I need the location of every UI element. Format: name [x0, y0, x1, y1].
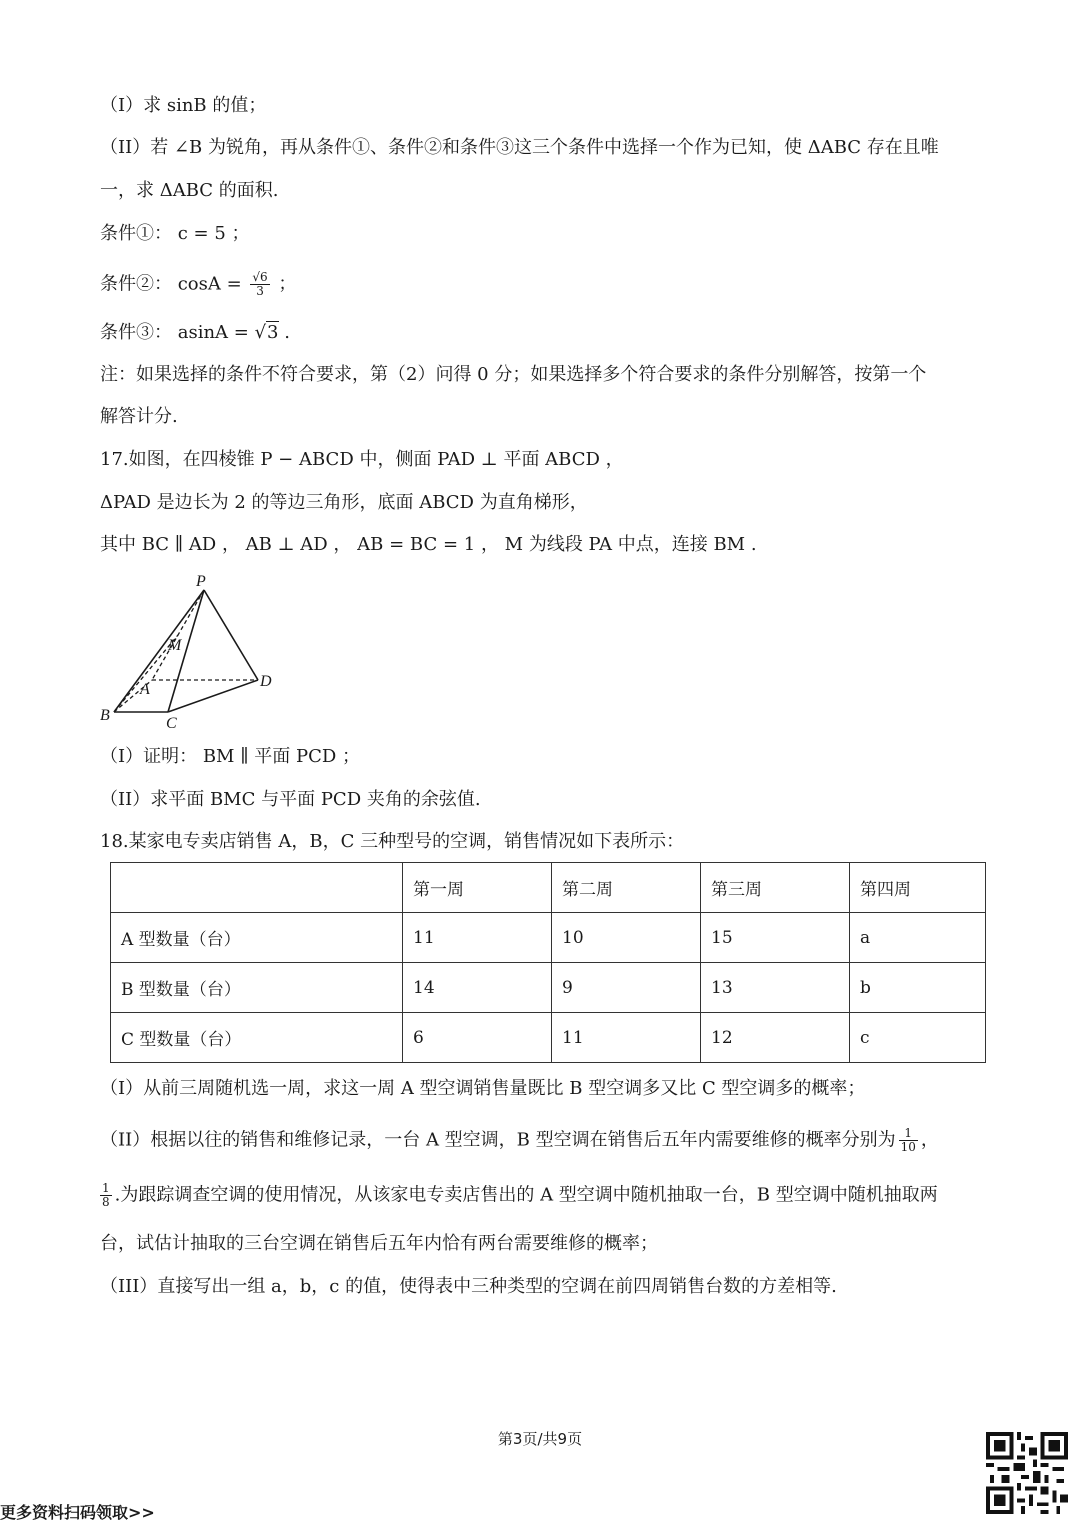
table-cell: 12 — [701, 1013, 850, 1063]
q18-part2-text: （II）根据以往的销售和维修记录，一台 A 型空调，B 型空调在销售后五年内需要维修的概率分别为 — [100, 1129, 896, 1151]
edge-pb — [114, 590, 204, 712]
table-cell: a — [850, 913, 986, 963]
label-b: B — [100, 707, 110, 724]
q17-line1: 17.如图，在四棱锥 P − ABCD 中，侧面 PAD ⊥ 平面 ABCD ， — [100, 449, 624, 470]
cond2-suffix: ； — [272, 273, 297, 295]
frac1-denominator: 10 — [900, 1140, 916, 1154]
table-cell: b — [850, 963, 986, 1013]
cond3-suffix: . — [278, 322, 290, 343]
qr-code-icon[interactable] — [986, 1432, 1068, 1514]
fraction-one-tenth — [899, 1127, 918, 1154]
frac2-numerator: 1 — [102, 1181, 110, 1195]
cond2-prefix: 条件②： cosA = — [100, 273, 248, 295]
edge-pd — [204, 590, 258, 680]
q18-part2-line1 — [100, 1127, 939, 1154]
table-header-cell: 第四周 — [850, 863, 986, 913]
q18-intro: 18.某家电专卖店销售 A，B，C 三种型号的空调，销售情况如下表所示： — [100, 831, 685, 852]
q18-part1: （I）从前三周随机选一周，求这一周 A 型空调销售量既比 B 型空调多又比 C 型空调多的概率； — [100, 1078, 866, 1099]
q16-part2-line1: （II）若 ∠B 为锐角，再从条件①、条件②和条件③这三个条件中选择一个作为已知，使 ΔABC 存在且唯 — [100, 137, 939, 158]
table-cell: 14 — [403, 963, 552, 1013]
q16-part2-line2: 一，求 ΔABC 的面积. — [100, 180, 279, 201]
more-resources-link[interactable]: 更多资料扫码领取>> — [0, 1503, 155, 1522]
table-cell: 11 — [552, 1013, 701, 1063]
table-row — [111, 1013, 986, 1063]
table-row — [111, 913, 986, 963]
table-header-cell: 第二周 — [552, 863, 701, 913]
q17-part1: （I）证明： BM ∥ 平面 PCD ； — [100, 746, 361, 767]
frac1-suffix: ， — [920, 1129, 939, 1151]
table-header-cell — [111, 863, 403, 913]
label-p: P — [196, 573, 206, 590]
sales-table — [110, 862, 986, 1063]
q16-note-line2: 解答计分. — [100, 406, 178, 427]
table-row — [111, 963, 986, 1013]
frac2-denominator: 8 — [102, 1195, 110, 1209]
q16-condition-2 — [100, 271, 296, 298]
table-cell: 10 — [552, 913, 701, 963]
q16-condition-3 — [100, 321, 290, 345]
label-c: C — [166, 715, 177, 730]
table-cell: C 型数量（台） — [111, 1013, 403, 1063]
label-m: M — [168, 637, 182, 654]
q17-line3: 其中 BC ∥ AD ， AB ⊥ AD ， AB = BC = 1 ， M 为线段 PA 中点，连接 BM . — [100, 534, 757, 555]
table-cell: 9 — [552, 963, 701, 1013]
q18-part3: （III）直接写出一组 a，b，c 的值，使得表中三种类型的空调在前四周销售台数的方差相等. — [100, 1276, 837, 1297]
cond3-prefix: 条件③： asinA = √ — [100, 322, 267, 343]
fraction-one-eighth — [100, 1182, 112, 1209]
table-header-cell: 第三周 — [701, 863, 850, 913]
table-cell: c — [850, 1013, 986, 1063]
table-cell: 6 — [403, 1013, 552, 1063]
table-cell: B 型数量（台） — [111, 963, 403, 1013]
pyramid-figure — [96, 572, 282, 730]
cond3-radicand: 3 — [267, 322, 279, 343]
q18-part2-line2-text: .为跟踪调查空调的使用情况，从该家电专卖店售出的 A 型空调中随机抽取一台，B 型空调中随机抽取两 — [114, 1184, 938, 1206]
page-number: 第3页/共9页 — [497, 1430, 583, 1448]
q16-condition-1: 条件①： c = 5 ； — [100, 223, 250, 244]
frac1-numerator: 1 — [899, 1127, 918, 1141]
table-header-row — [111, 863, 986, 913]
table-cell: A 型数量（台） — [111, 913, 403, 963]
q18-part2-line2 — [100, 1182, 938, 1209]
table-cell: 11 — [403, 913, 552, 963]
label-a: A — [140, 681, 150, 698]
q18-part2-line3: 台，试估计抽取的三台空调在销售后五年内恰有两台需要维修的概率； — [100, 1233, 658, 1254]
cond2-numerator: √6 — [252, 270, 268, 284]
table-header-cell: 第一周 — [403, 863, 552, 913]
cond2-denominator: 3 — [256, 284, 264, 298]
q17-line2: ΔPAD 是边长为 2 的等边三角形，底面 ABCD 为直角梯形， — [100, 492, 588, 513]
edge-cd — [168, 680, 258, 712]
table-cell: 15 — [701, 913, 850, 963]
table-cell: 13 — [701, 963, 850, 1013]
label-d: D — [260, 673, 272, 690]
cond2-fraction — [250, 271, 269, 298]
q16-part1: （I）求 sinB 的值； — [100, 95, 267, 116]
q17-part2: （II）求平面 BMC 与平面 PCD 夹角的余弦值. — [100, 789, 481, 810]
q16-note-line1: 注：如果选择的条件不符合要求，第（2）问得 0 分；如果选择多个符合要求的条件分别解答，按第一个 — [100, 364, 927, 385]
